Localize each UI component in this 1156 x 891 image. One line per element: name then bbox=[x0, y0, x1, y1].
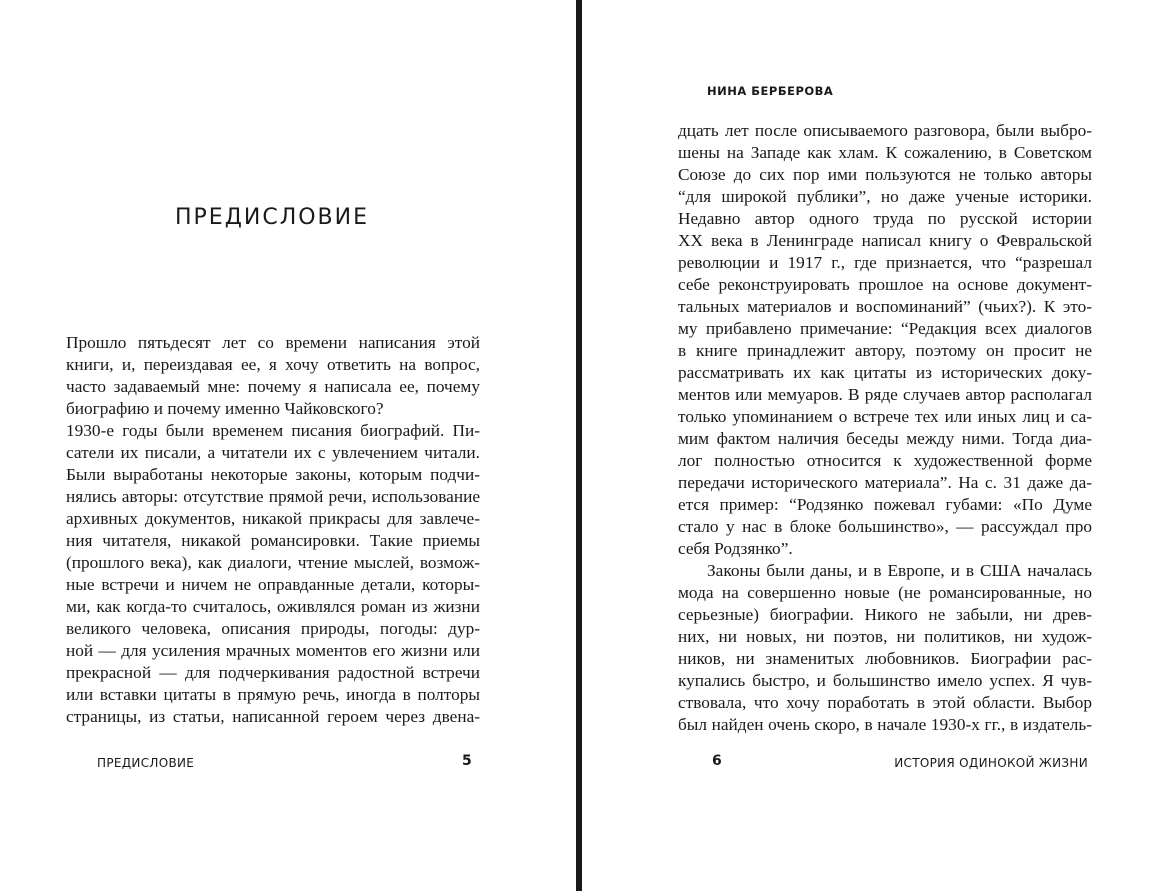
text-line: Союзе до сих пор ими пользуются не только авторы bbox=[678, 165, 1092, 184]
text-line: Законы были даны, и в Европе, и в США началась bbox=[707, 561, 1092, 580]
text-line: му прибавлено примечание: “Редакция всех диалогов bbox=[678, 319, 1092, 338]
text-line: великого человека, описания природы, погоды: дур- bbox=[66, 619, 480, 638]
text-line: рассматривать их как цитаты из исторических доку- bbox=[678, 363, 1092, 382]
right-page-body-text bbox=[678, 120, 1092, 736]
text-line: ется пример: “Родзянко пожевал губами: «По Думе bbox=[678, 495, 1092, 514]
text-line: дцать лет после описываемого разговора, были выбро- bbox=[678, 121, 1092, 140]
text-line: нялись авторы: отсутствие прямой речи, использование bbox=[66, 487, 480, 506]
text-line: ментов или мемуаров. В ряде случаев автор располагал bbox=[678, 385, 1092, 404]
text-line: тальных материалов и воспоминаний” (чьих?). К это- bbox=[678, 297, 1092, 316]
text-line: шены на Западе как хлам. К сожалению, в Советском bbox=[678, 143, 1092, 162]
text-line: прекрасной — для подчеркивания радостной встречи bbox=[66, 663, 480, 682]
text-line: Были выработаны некоторые законы, которым подчи- bbox=[66, 465, 480, 484]
left-page bbox=[0, 0, 576, 891]
text-line: XX века в Ленинграде написал книгу о Февральской bbox=[678, 231, 1092, 250]
text-line: ные встречи и ничем не оправданные детали, которы- bbox=[66, 575, 480, 594]
text-line: себе реконструировать прошлое на основе документ- bbox=[678, 275, 1092, 294]
text-line: “для широкой публики”, но даже ученые историки. bbox=[678, 187, 1092, 206]
text-line: в книге принадлежит автору, поэтому он просит не bbox=[678, 341, 1092, 360]
text-line: лог полностью относится к художественной форме bbox=[678, 451, 1092, 470]
chapter-title: ПРЕДИСЛОВИЕ bbox=[174, 205, 370, 230]
text-line: только упоминанием о встрече тех или иных лиц и са- bbox=[678, 407, 1092, 426]
running-head-author: НИНА БЕРБЕРОВА bbox=[707, 84, 834, 98]
text-line: серьезные) биографии. Никого не забыли, ни древ- bbox=[678, 605, 1092, 624]
text-line: мим фактом наличия беседы между ними. Тогда диа- bbox=[678, 429, 1092, 448]
text-line: революции и 1917 г., где признается, что “разрешал bbox=[678, 253, 1092, 272]
left-page-number: 5 bbox=[462, 753, 472, 769]
text-line: (прошлого века), как диалоги, чтение мыслей, возмож- bbox=[66, 553, 480, 572]
text-line: ствовала, что хочу поработать в этой области. Выбор bbox=[678, 693, 1092, 712]
right-page-number: 6 bbox=[712, 753, 722, 769]
text-line: биографию и почему именно Чайковского? bbox=[66, 399, 384, 418]
text-line: мода на совершенно новые (не романсированные, но bbox=[678, 583, 1092, 602]
text-line: был найден очень скоро, в начале 1930-х гг., в издатель- bbox=[678, 715, 1092, 734]
text-line: ников, ни знаменитых любовников. Биографии рас- bbox=[678, 649, 1092, 668]
left-page-body-text bbox=[66, 332, 480, 728]
left-footer-title: ПРЕДИСЛОВИЕ bbox=[97, 756, 195, 770]
text-line: себя Родзянко”. bbox=[678, 539, 793, 558]
text-line: ми, как когда-то считалось, оживлялся роман из жизни bbox=[66, 597, 480, 616]
text-line: Недавно автор одного труда по русской истории bbox=[678, 209, 1092, 228]
text-line: ной — для усиления мрачных моментов его жизни или bbox=[66, 641, 480, 660]
text-line: стало у нас в блоке большинство», — рассуждал про bbox=[678, 517, 1092, 536]
text-line: или вставки цитаты в прямую речь, иногда в полторы bbox=[66, 685, 480, 704]
text-line: архивных документов, никакой прикрасы для завлече- bbox=[66, 509, 480, 528]
text-line: часто задаваемый мне: почему я написала ее, почему bbox=[66, 377, 480, 396]
text-line: 1930-е годы были временем писания биографий. Пи- bbox=[66, 421, 480, 440]
text-line: передачи исторического материала”. На с. 31 даже да- bbox=[678, 473, 1092, 492]
text-line: страницы, из статьи, написанной героем через двена- bbox=[66, 707, 480, 726]
text-line: купались быстро, и большинство имело успех. Я чув- bbox=[678, 671, 1092, 690]
text-line: книги, и, переиздавая ее, я хочу ответить на вопрос, bbox=[66, 355, 480, 374]
right-page bbox=[582, 0, 1156, 891]
text-line: ния читателя, никакой романсировки. Такие приемы bbox=[66, 531, 480, 550]
text-line: сатели их писали, а читатели их с увлечением читали. bbox=[66, 443, 480, 462]
text-line: Прошло пятьдесят лет со времени написания этой bbox=[66, 333, 480, 352]
right-footer-title: ИСТОРИЯ ОДИНОКОЙ ЖИЗНИ bbox=[894, 756, 1088, 770]
text-line: них, ни новых, ни поэтов, ни политиков, ни худож- bbox=[678, 627, 1092, 646]
